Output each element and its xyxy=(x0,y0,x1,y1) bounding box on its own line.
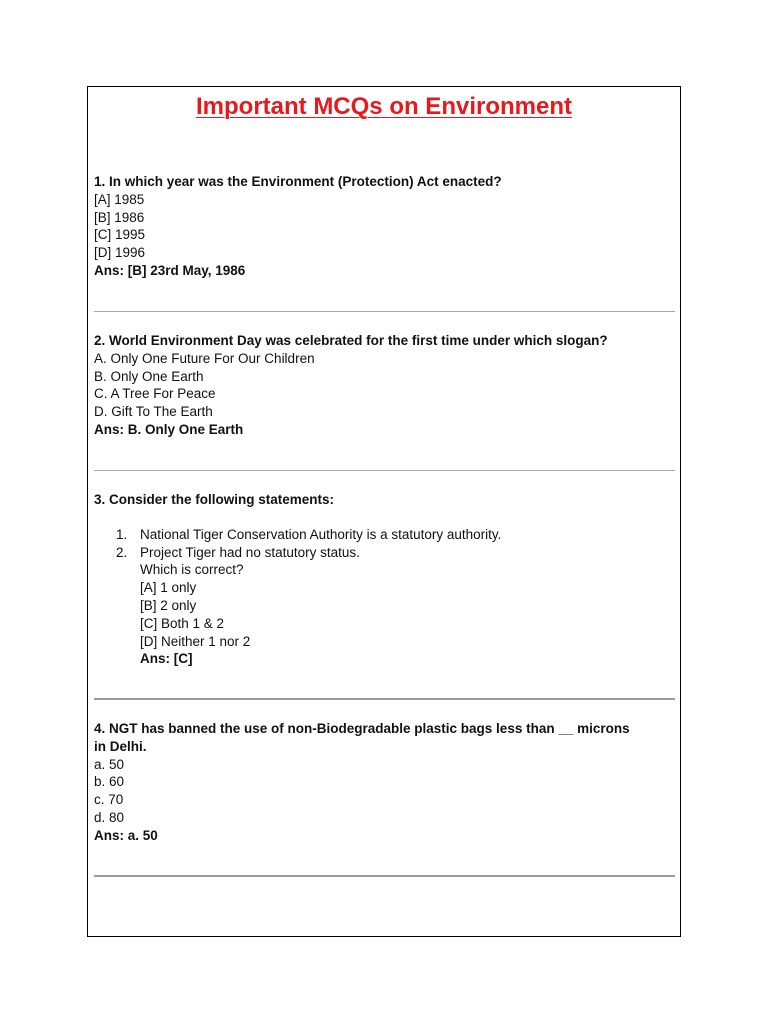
divider xyxy=(94,875,675,877)
option: B. Only One Earth xyxy=(94,368,204,384)
option: [B] 1986 xyxy=(94,209,145,225)
page-title: Important MCQs on Environment xyxy=(195,93,572,120)
option: a. 50 xyxy=(94,756,125,772)
answer: Ans: [C] xyxy=(140,651,193,667)
option: [C] Both 1 & 2 xyxy=(140,615,225,631)
question-prompt: Which is correct? xyxy=(140,562,244,578)
statement-item xyxy=(94,544,674,562)
question-2 xyxy=(94,332,674,439)
answer: Ans: [B] 23rd May, 1986 xyxy=(94,262,246,278)
statement-item xyxy=(94,526,674,544)
divider xyxy=(94,311,675,312)
divider xyxy=(94,470,675,471)
option: A. Only One Future For Our Children xyxy=(94,350,315,366)
document-page xyxy=(87,86,681,937)
option: [D] Neither 1 nor 2 xyxy=(140,633,251,649)
statement-text: National Tiger Conservation Authority is a statutory authority. xyxy=(140,526,502,542)
question-stem: 4. NGT has banned the use of non-Biodegradable plastic bags less than __ microns in Delhi. xyxy=(94,721,630,754)
option: [C] 1995 xyxy=(94,227,146,243)
question-4 xyxy=(94,720,640,845)
option: [A] 1985 xyxy=(94,191,145,207)
question-3 xyxy=(94,491,674,668)
option: D. Gift To The Earth xyxy=(94,404,213,420)
statement-number: 2. xyxy=(116,544,128,560)
divider xyxy=(94,698,675,700)
option: c. 70 xyxy=(94,792,124,808)
statement-list xyxy=(94,526,674,562)
option: [B] 2 only xyxy=(140,597,197,613)
option: [A] 1 only xyxy=(140,580,197,596)
answer: Ans: a. 50 xyxy=(94,827,158,843)
option: b. 60 xyxy=(94,774,125,790)
question-stem: 2. World Environment Day was celebrated for the first time under which slogan? xyxy=(94,333,608,348)
statement-number: 1. xyxy=(116,526,128,542)
question-stem: 3. Consider the following statements: xyxy=(94,492,335,507)
option: [D] 1996 xyxy=(94,245,146,261)
option: C. A Tree For Peace xyxy=(94,386,216,402)
answer: Ans: B. Only One Earth xyxy=(94,421,244,437)
statement-text: Project Tiger had no statutory status. xyxy=(140,544,360,560)
question-1 xyxy=(94,173,674,280)
option: d. 80 xyxy=(94,809,125,825)
question-stem: 1. In which year was the Environment (Protection) Act enacted? xyxy=(94,174,502,189)
